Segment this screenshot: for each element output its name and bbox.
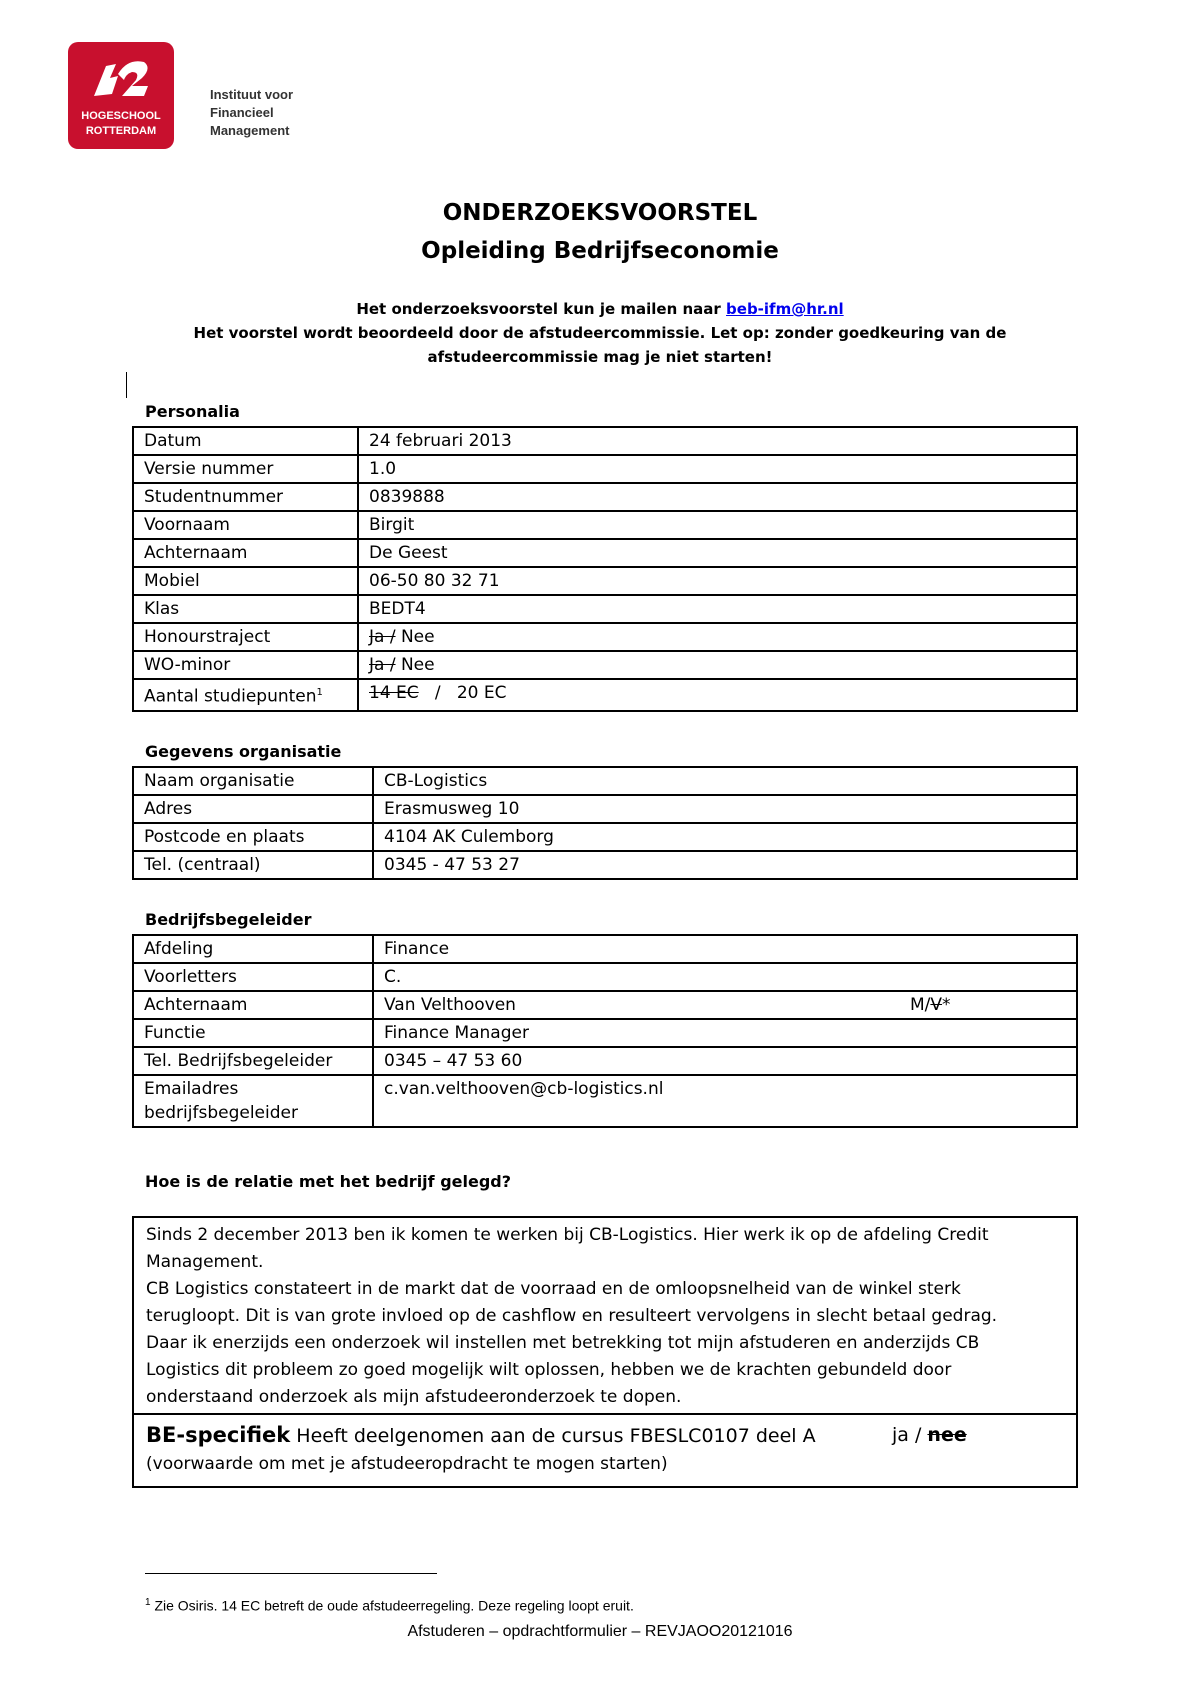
option-nee-struck: nee — [927, 1424, 967, 1446]
row-label: Klas — [133, 595, 358, 623]
row-label: Postcode en plaats — [133, 823, 373, 851]
table-row — [133, 795, 1077, 823]
functie-value[interactable]: Finance Manager — [373, 1019, 1077, 1047]
struck-option: 14 EC — [369, 683, 419, 703]
voorletters-label: Voorletters — [133, 963, 373, 991]
footnote — [145, 1597, 634, 1614]
gender-v-struck: V — [930, 995, 943, 1015]
be-specifiek-line — [146, 1421, 1064, 1450]
row-value[interactable]: 1.0 — [358, 455, 1077, 483]
achternaam-text: Van Velthooven — [384, 995, 516, 1015]
email-label — [133, 1075, 373, 1127]
intro-line-2: Het voorstel wordt beoordeeld door de afstudeercommissie. Let op: zonder goedkeuring van de — [193, 324, 1007, 342]
table-row — [133, 567, 1077, 595]
selected-option: 20 EC — [456, 683, 507, 703]
table-row — [133, 1019, 1077, 1047]
tel-label: Tel. Bedrijfsbegeleider — [133, 1047, 373, 1075]
table-row — [133, 651, 1077, 679]
functie-label: Functie — [133, 1019, 373, 1047]
table-row — [133, 851, 1077, 879]
studiepunten-choice[interactable] — [358, 679, 1077, 711]
gender-asterisk: * — [942, 995, 951, 1015]
row-value[interactable]: Erasmusweg 10 — [373, 795, 1077, 823]
email-label-line-2: bedrijfsbegeleider — [144, 1103, 298, 1123]
table-row — [133, 767, 1077, 795]
table-row — [133, 935, 1077, 963]
wominor-choice[interactable] — [358, 651, 1077, 679]
table-row — [133, 483, 1077, 511]
be-specifiek-sub: (voorwaarde om met je afstudeeropdracht te mogen starten) — [146, 1454, 668, 1474]
table-row — [133, 963, 1077, 991]
row-label: Voornaam — [133, 511, 358, 539]
relatie-box — [132, 1216, 1078, 1488]
row-value[interactable]: Birgit — [358, 511, 1077, 539]
institute-line-1: Instituut voor — [210, 87, 294, 102]
row-value[interactable]: 4104 AK Culemborg — [373, 823, 1077, 851]
studiepunten-label-text: Aantal studiepunten — [144, 686, 317, 707]
achternaam-label: Achternaam — [133, 991, 373, 1019]
be-specifiek-text: Heeft deelgenomen aan de cursus FBESLC0107 deel A — [290, 1425, 816, 1447]
row-value[interactable]: BEDT4 — [358, 595, 1077, 623]
achternaam-value[interactable] — [373, 991, 1077, 1019]
relatie-heading: Hoe is de relatie met het bedrijf gelegd? — [145, 1172, 512, 1191]
intro-line-3: afstudeercommissie mag je niet starten! — [427, 348, 773, 366]
document-subtitle: Opleiding Bedrijfseconomie — [421, 238, 779, 264]
row-value[interactable]: 0839888 — [358, 483, 1077, 511]
honours-choice[interactable] — [358, 623, 1077, 651]
struck-option: Ja / — [369, 627, 396, 647]
studiepunten-label — [133, 679, 358, 711]
footnote-mark: 1 — [316, 687, 323, 698]
row-label: Versie nummer — [133, 455, 358, 483]
row-label: Mobiel — [133, 567, 358, 595]
tel-value[interactable]: 0345 – 47 53 60 — [373, 1047, 1077, 1075]
hr-logo-mark-icon — [88, 56, 154, 100]
email-label-line-1: Emailadres — [144, 1079, 239, 1099]
relatie-line: Logistics dit probleem zo goed mogelijk wilt oplossen, hebben we de krachten gebundeld door — [146, 1360, 952, 1380]
begeleider-table — [132, 934, 1078, 1128]
intro-prefix: Het onderzoeksvoorstel kun je mailen naar — [356, 300, 727, 318]
text-cursor — [126, 372, 127, 398]
institute-name — [210, 86, 293, 140]
logo-line-1: HOGESCHOOL — [81, 110, 161, 122]
table-row — [133, 1075, 1077, 1127]
gender-choice[interactable] — [910, 993, 951, 1017]
row-value[interactable]: 06-50 80 32 71 — [358, 567, 1077, 595]
be-specifiek-choice[interactable] — [892, 1421, 967, 1449]
table-row — [133, 991, 1077, 1019]
relatie-line: Management. — [146, 1252, 264, 1272]
organisatie-heading: Gegevens organisatie — [145, 742, 342, 761]
row-value[interactable]: De Geest — [358, 539, 1077, 567]
document-title: ONDERZOEKSVOORSTEL — [442, 200, 758, 226]
institute-line-2: Financieel — [210, 105, 274, 120]
row-label: Datum — [133, 427, 358, 455]
row-value[interactable]: 24 februari 2013 — [358, 427, 1077, 455]
row-label: Adres — [133, 795, 373, 823]
footnote-number: 1 — [145, 1597, 151, 1608]
intro-line-1 — [100, 300, 1100, 318]
separator: / — [418, 683, 457, 703]
hogeschool-logo — [68, 42, 174, 149]
table-row — [133, 595, 1077, 623]
table-row — [133, 511, 1077, 539]
row-value[interactable]: CB-Logistics — [373, 767, 1077, 795]
selected-option: Nee — [395, 627, 435, 647]
row-value[interactable]: 0345 - 47 53 27 — [373, 851, 1077, 879]
be-specifiek-tag: BE-specifiek — [146, 1423, 291, 1447]
page-footer: Afstuderen – opdrachtformulier – REVJAOO20121016 — [407, 1623, 793, 1640]
email-link[interactable]: beb-ifm@hr.nl — [726, 300, 844, 318]
table-row — [133, 1047, 1077, 1075]
relatie-line: Daar ik enerzijds een onderzoek wil instellen met betrekking tot mijn afstuderen en anderzijds CB — [146, 1333, 980, 1353]
relatie-line: Sinds 2 december 2013 ben ik komen te werken bij CB-Logistics. Hier werk ik op de afdeling Credit — [146, 1225, 989, 1245]
logo-line-2: ROTTERDAM — [85, 125, 157, 137]
table-row — [133, 539, 1077, 567]
table-row — [133, 427, 1077, 455]
begeleider-heading: Bedrijfsbegeleider — [145, 910, 312, 929]
relatie-line: terugloopt. Dit is van grote invloed op de cashflow en resulteert vervolgens in slecht betaal gedrag. — [146, 1306, 998, 1326]
honours-label: Honourstraject — [133, 623, 358, 651]
gender-m: M/ — [910, 995, 931, 1015]
relatie-line: CB Logistics constateert in de markt dat de voorraad en de omloopsnelheid van de winkel sterk — [146, 1279, 961, 1299]
relatie-line: onderstaand onderzoek als mijn afstudeeronderzoek te dopen. — [146, 1387, 682, 1407]
organisatie-table — [132, 766, 1078, 880]
email-value[interactable]: c.van.velthooven@cb-logistics.nl — [373, 1075, 1077, 1127]
institute-line-3: Management — [210, 123, 290, 138]
afdeling-value[interactable]: Finance — [373, 935, 1077, 963]
table-row — [133, 455, 1077, 483]
footnote-text: Zie Osiris. 14 EC betreft de oude afstudeerregeling. Deze regeling loopt eruit. — [150, 1597, 634, 1614]
personalia-table — [132, 426, 1078, 712]
row-label: Achternaam — [133, 539, 358, 567]
selected-option: Nee — [395, 655, 435, 675]
footnote-separator — [145, 1573, 437, 1574]
personalia-heading: Personalia — [145, 402, 240, 421]
afdeling-label: Afdeling — [133, 935, 373, 963]
voorletters-value[interactable]: C. — [373, 963, 1077, 991]
option-ja: ja / — [892, 1424, 922, 1446]
row-label: Studentnummer — [133, 483, 358, 511]
table-row — [133, 679, 1077, 711]
table-row — [133, 623, 1077, 651]
table-row — [133, 823, 1077, 851]
struck-option: Ja / — [369, 655, 396, 675]
row-label: Naam organisatie — [133, 767, 373, 795]
row-label: Tel. (centraal) — [133, 851, 373, 879]
be-specifiek-row — [134, 1415, 1076, 1486]
relatie-text[interactable] — [134, 1218, 1076, 1415]
wominor-label: WO-minor — [133, 651, 358, 679]
